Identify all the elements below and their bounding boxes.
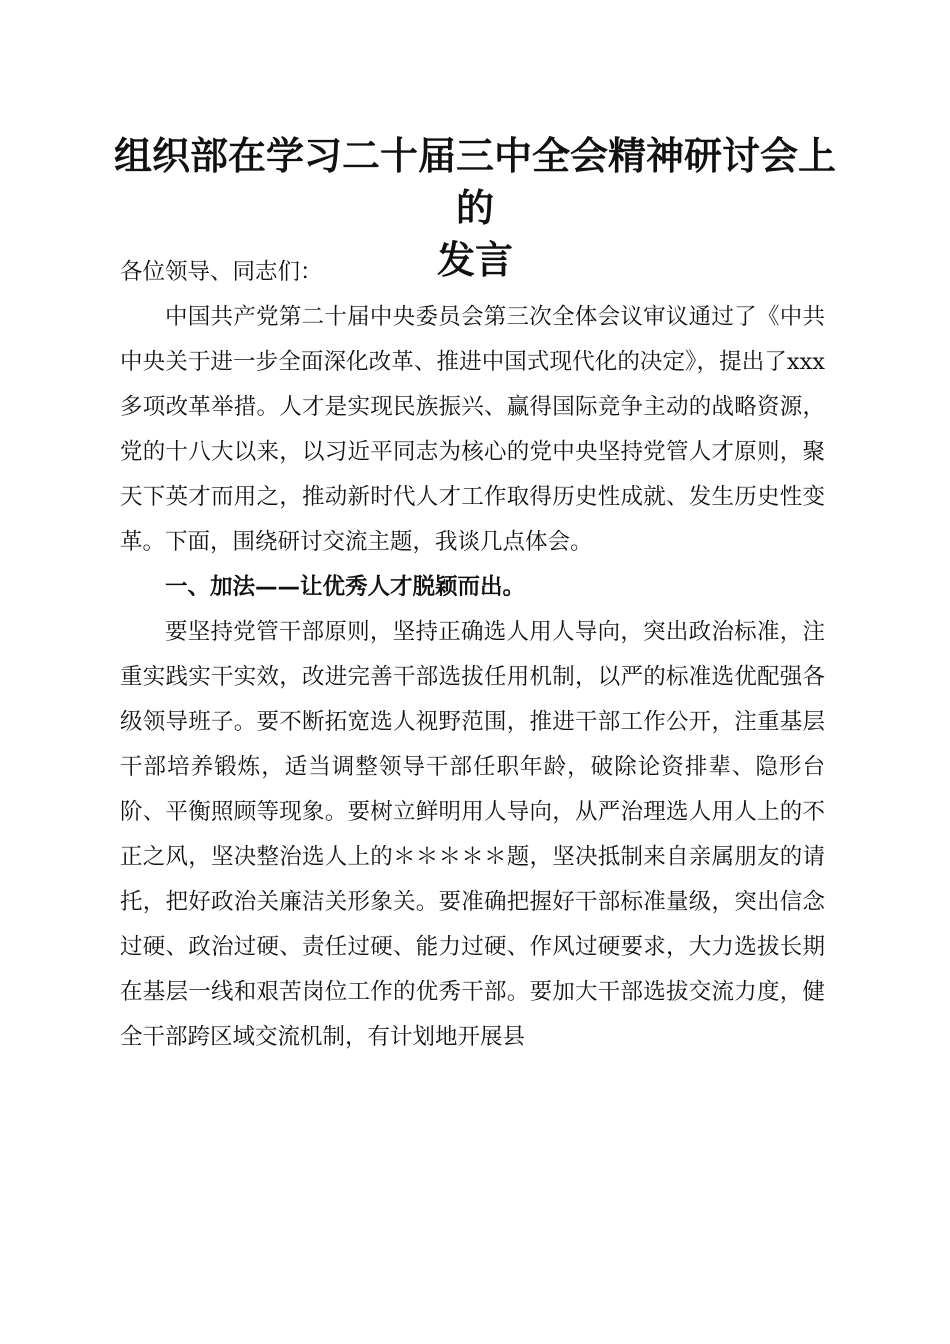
- salutation: 各位领导、同志们：: [120, 259, 323, 285]
- document-body: [120, 250, 825, 1060]
- section-1-heading: 一、加法——让优秀人才脱颖而出。: [165, 574, 526, 600]
- section-1-paragraph: 要坚持党管干部原则，坚持正确选人用人导向，突出政治标准，注重实践实干实效，改进完善干部选拔任用机制，以严的标准选优配强各级领导班子。要不断拓宽选人视野范围，推进干部工作公开，注重基层干部培养锻炼，适当调整领导干部任职年龄，破除论资排辈、隐形台阶、平衡照顾等现象。要树立鲜明用人导向，从严治理选人用人上的不正之风，坚决整治选人上的＊＊＊＊＊题，坚决抵制来自亲属朋友的请托，把好政治关廉洁关形象关。要准确把握好干部标准量级，突出信念过硬、政治过硬、责任过硬、能力过硬、作风过硬要求，大力选拔长期在基层一线和艰苦岗位工作的优秀干部。要加大干部选拔交流力度，健全干部跨区域交流机制，有计划地开展县: [120, 619, 825, 1050]
- title-line-1: 组织部在学习二十届三中全会精神研讨会上的: [113, 134, 836, 230]
- title-line-2: 发言: [436, 238, 513, 282]
- intro-paragraph: 中国共产党第二十届中央委员会第三次全体会议审议通过了《中共中央关于进一步全面深化改革、推进中国式现代化的决定》，提出了xxx多项改革举措。人才是实现民族振兴、赢得国际竞争主动的战略资源，党的十八大以来，以习近平同志为核心的党中央坚持党管人才原则，聚天下英才而用之，推动新时代人才工作取得历史性成就、发生历史性变革。下面，围绕研讨交流主题，我谈几点体会。: [120, 304, 825, 555]
